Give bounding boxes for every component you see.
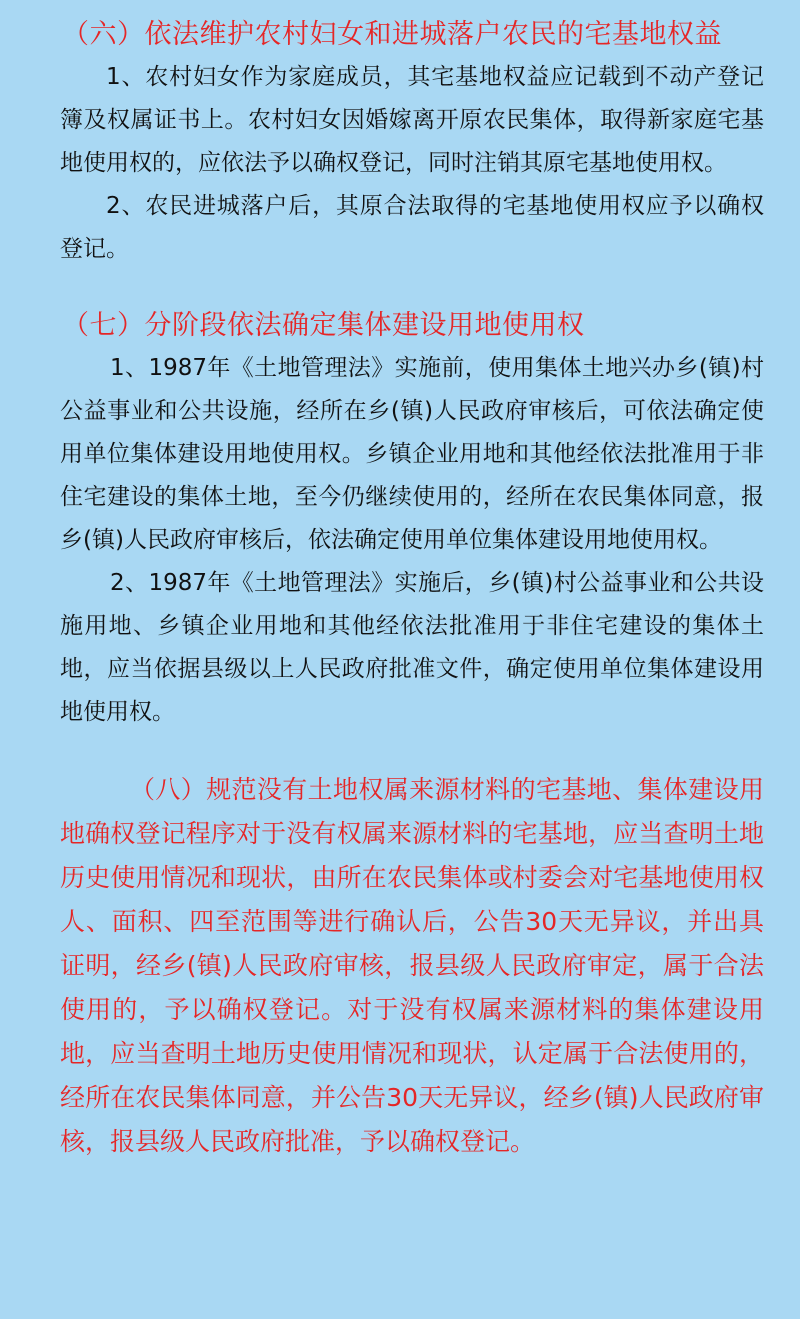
section-spacer: [60, 271, 764, 305]
section-spacer: [60, 734, 764, 768]
section-six-heading: （六）依法维护农村妇女和进城落户农民的宅基地权益: [62, 19, 722, 50]
section-six: [60, 14, 764, 271]
section-seven-paragraph-2: 2、1987年《土地管理法》实施后，乡(镇)村公益事业和公共设施用地、乡镇企业用地和其他经依法批准用于非住宅建设的集体土地，应当依据县级以上人民政府批准文件，确定使用单位集体建设用地使用权。: [60, 570, 764, 725]
section-seven: [60, 305, 764, 734]
section-seven-heading: （七）分阶段依法确定集体建设用地使用权: [62, 310, 585, 341]
section-six-paragraph-2: 2、农民进城落户后，其原合法取得的宅基地使用权应予以确权登记。: [60, 193, 764, 262]
section-eight-paragraph: （八）规范没有土地权属来源材料的宅基地、集体建设用地确权登记程序对于没有权属来源材料的宅基地，应当查明土地历史使用情况和现状，由所在农民集体或村委会对宅基地使用权人、面积、四至范围等进行确认后，公告30天无异议，并出具证明，经乡(镇)人民政府审核，报县级人民政府审定，属于合法使用的，予以确权登记。对于没有权属来源材料的集体建设用地，应当查明土地历史使用情况和现状，认定属于合法使用的，经所在农民集体同意，并公告30天无异议，经乡(镇)人民政府审核，报县级人民政府批准，予以确权登记。: [60, 775, 764, 1156]
section-six-paragraph-1: 1、农村妇女作为家庭成员，其宅基地权益应记载到不动产登记簿及权属证书上。农村妇女因婚嫁离开原农民集体，取得新家庭宅基地使用权的，应依法予以确权登记，同时注销其原宅基地使用权。: [60, 64, 764, 176]
section-eight: [60, 768, 764, 1164]
section-seven-paragraph-1: 1、1987年《土地管理法》实施前，使用集体土地兴办乡(镇)村公益事业和公共设施，经所在乡(镇)人民政府审核后，可依法确定使用单位集体建设用地使用权。乡镇企业用地和其他经依法批准用于非住宅建设的集体土地，至今仍继续使用的，经所在农民集体同意，报乡(镇)人民政府审核后，依法确定使用单位集体建设用地使用权。: [60, 355, 764, 553]
